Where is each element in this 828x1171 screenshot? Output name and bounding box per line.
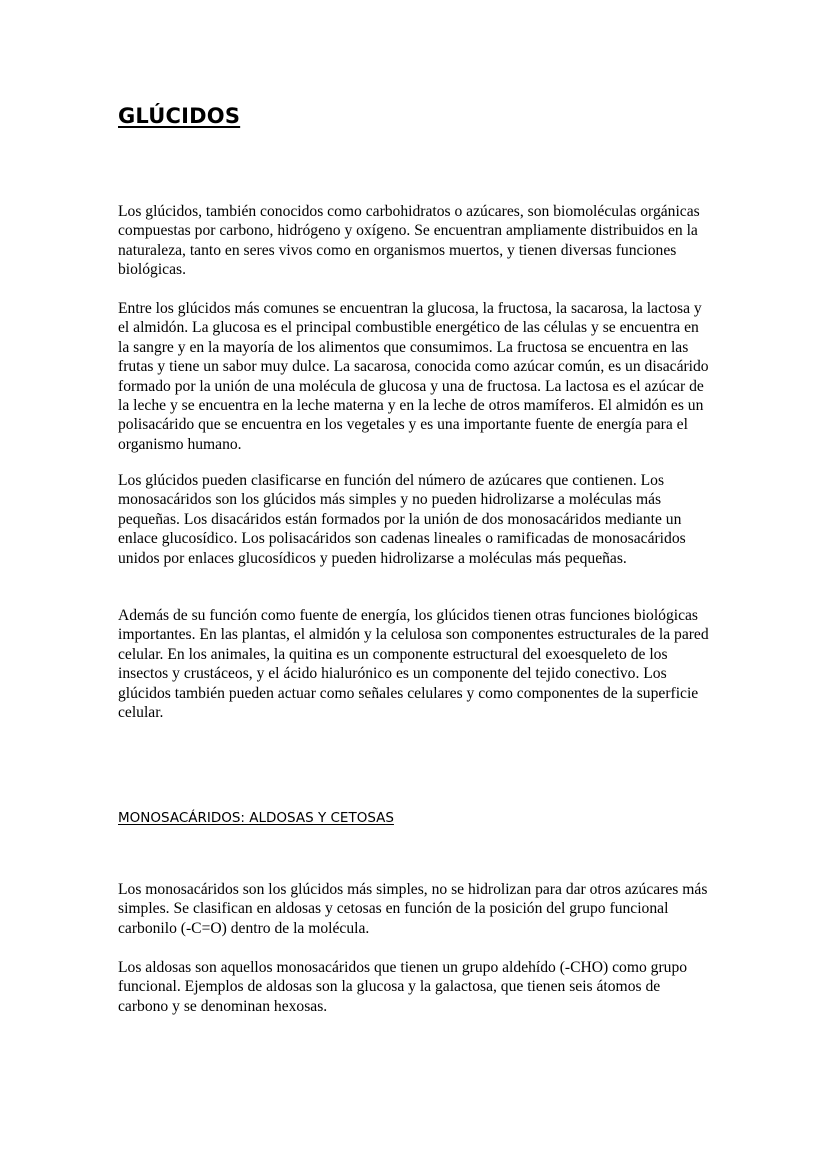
paragraph-classification: Los glúcidos pueden clasificarse en función del número de azúcares que contienen. Los monosacáridos son los glúcidos más simples y no pueden hidrolizarse a moléculas más pequeñas. Los disacáridos están formados por la unión de dos monosacáridos mediante un enlace glucosídico. Los polisacáridos son cadenas lineales o ramificadas de monosacáridos unidos por enlaces glucosídicos y pueden hidrolizarse a moléculas más pequeñas. (118, 472, 686, 567)
paragraph-introduction: Los glúcidos, también conocidos como carbohidratos o azúcares, son biomoléculas orgánicas compuestas por carbono, hidrógeno y oxígeno. Se encuentran ampliamente distribuidos en la naturaleza, tanto en seres vivos como en organismos muertos, y tienen diversas funciones biológicas. (118, 203, 700, 279)
document-title: GLÚCIDOS (118, 104, 241, 128)
paragraph-biological-functions: Además de su función como fuente de energía, los glúcidos tienen otras funciones biológicas importantes. En las plantas, el almidón y la celulosa son componentes estructurales de la pared celular. En los animales, la quitina es un componente estructural del exoesqueleto de los insectos y crustáceos, y el ácido hialurónico es un componente del tejido conectivo. Los glúcidos también pueden actuar como señales celulares y como componentes de la superficie celular. (118, 607, 709, 722)
paragraph-aldoses: Los aldosas son aquellos monosacáridos que tienen un grupo aldehído (-CHO) como grupo funcional. Ejemplos de aldosas son la glucosa y la galactosa, que tienen seis átomos de carbono y se denominan hexosas. (118, 959, 688, 1015)
paragraph-monosaccharides: Los monosacáridos son los glúcidos más simples, no se hidrolizan para dar otros azúcares más simples. Se clasifican en aldosas y cetosas en función de la posición del grupo funcional carbonilo (-C=O) dentro de la molécula. (118, 881, 708, 937)
section-heading-monosaccharides: MONOSACÁRIDOS: ALDOSAS Y CETOSAS (118, 810, 394, 826)
paragraph-common-glucids: Entre los glúcidos más comunes se encuentran la glucosa, la fructosa, la sacarosa, la lactosa y el almidón. La glucosa es el principal combustible energético de las células y se encuentra en la sangre y en la mayoría de los alimentos que consumimos. La fructosa se encuentra en las frutas y tiene un sabor muy dulce. La sacarosa, conocida como azúcar común, es un disacárido formado por la unión de una molécula de glucosa y una de fructosa. La lactosa es el azúcar de la leche y se encuentra en la leche materna y en la leche de otros mamíferos. El almidón es un polisacárido que se encuentra en los vegetales y es una importante fuente de energía para el organismo humano. (118, 300, 709, 453)
